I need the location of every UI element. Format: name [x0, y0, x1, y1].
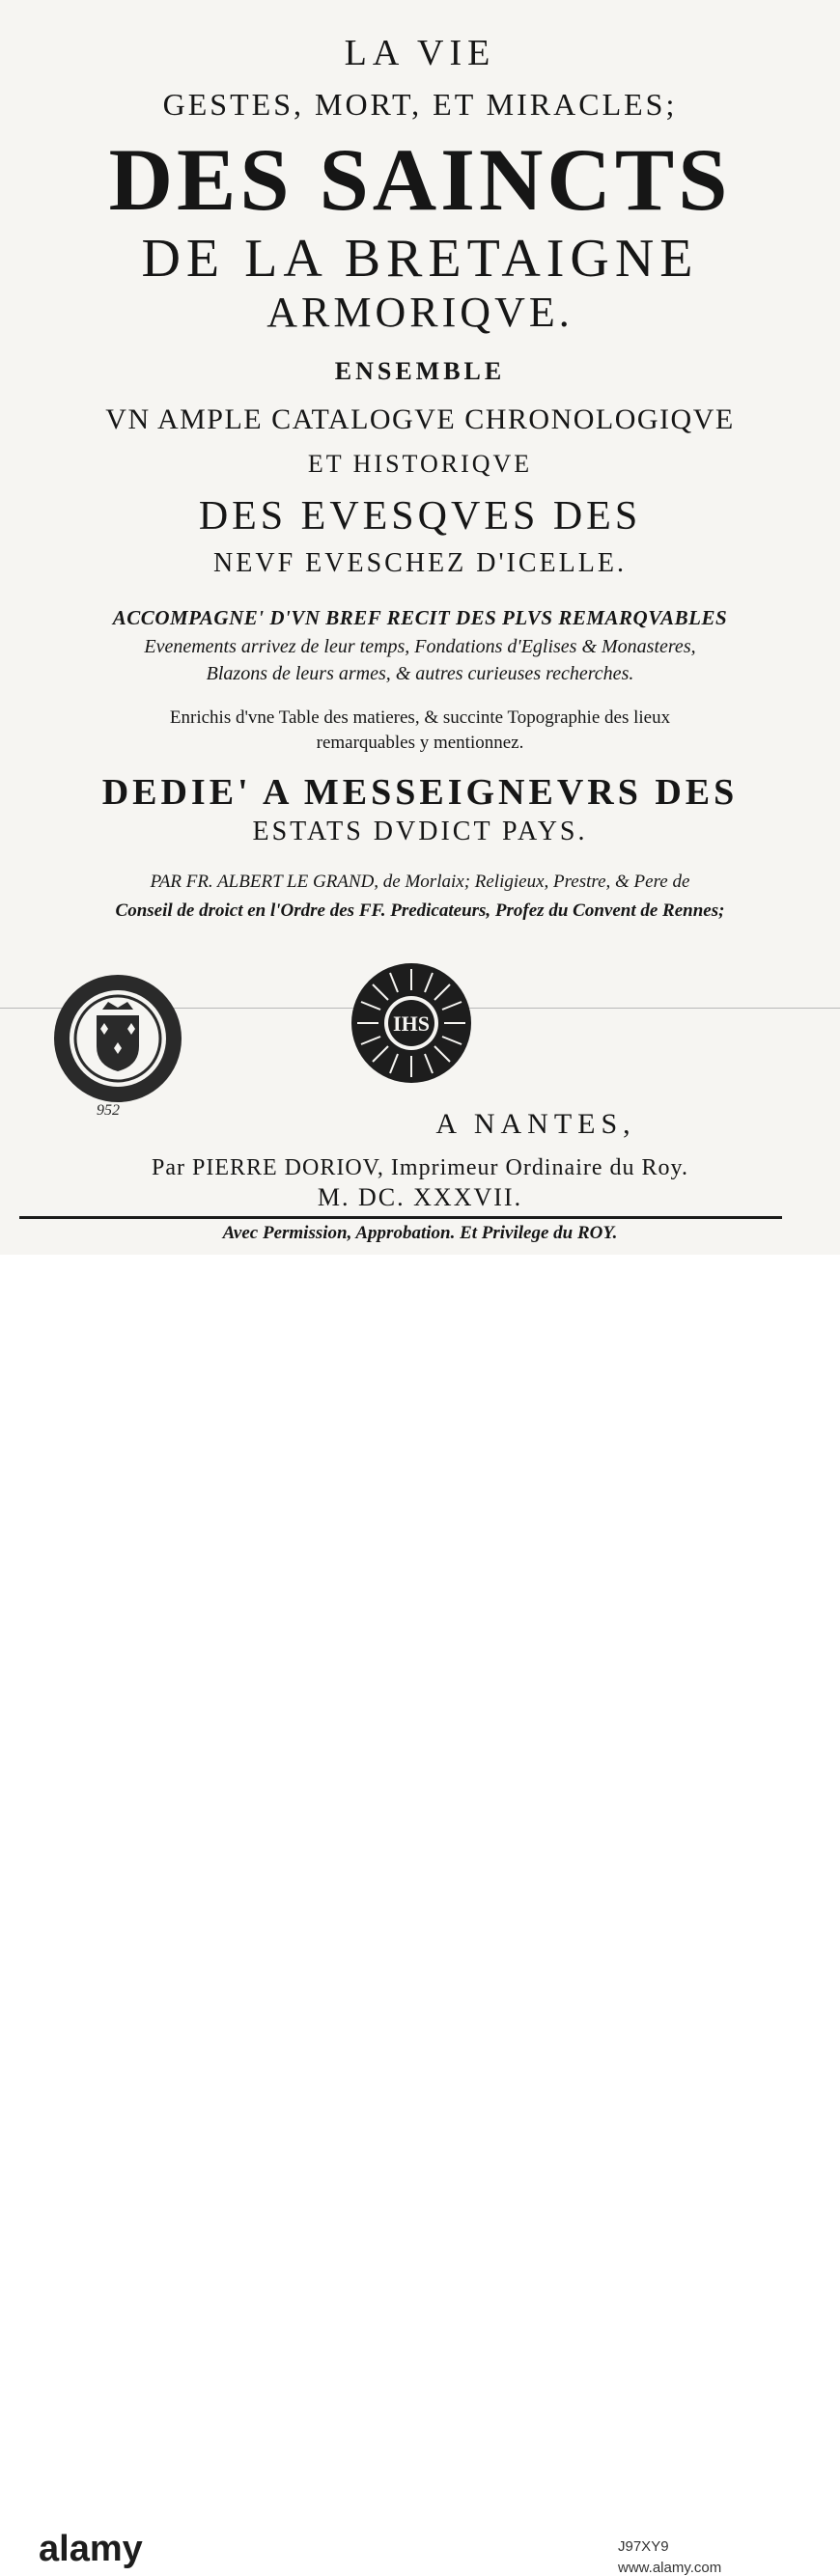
library-seal-number: 952 — [97, 1102, 120, 1119]
privilege-line: Avec Permission, Approbation. Et Privilege du ROY. — [222, 1223, 618, 1243]
watermark-footer — [0, 1255, 840, 2576]
subtitle-catalogue: VN AMPLE CATALOGVE CHRONOLOGIQVE — [105, 403, 735, 435]
description-remarquables: remarquables y mentionnez. — [316, 733, 524, 753]
subtitle-neuf-eveschez: NEVF EVESCHEZ D'ICELLE. — [213, 548, 627, 578]
main-title-saincts: DES SAINCTS — [108, 130, 732, 229]
subtitle-ensemble: ENSEMBLE — [334, 357, 506, 385]
ihs-sunburst-icon — [350, 961, 473, 1085]
author-line: PAR FR. ALBERT LE GRAND, de Morlaix; Religieux, Prestre, & Pere de — [150, 872, 690, 892]
description-blazons: Blazons de leurs armes, & autres curieuses recherches. — [206, 663, 634, 684]
watermark-image-id: J97XY9 — [618, 2538, 669, 2555]
imprint-printer: Par PIERRE DORIOV, Imprimeur Ordinaire du Roy. — [152, 1155, 688, 1180]
title-page — [0, 0, 840, 1255]
imprint-date: M. DC. XXXVII. — [317, 1183, 523, 1211]
dedication-estats: ESTATS DVDICT PAYS. — [252, 817, 588, 846]
description-accompagne: ACCOMPAGNE' D'VN BREF RECIT DES PLVS REMARQVABLES — [112, 606, 728, 629]
imprint-place: A NANTES, — [435, 1108, 636, 1140]
description-enrichis: Enrichis d'vne Table des matieres, & succinte Topographie des lieux — [169, 707, 671, 728]
watermark-brand: alamy — [39, 2529, 143, 2569]
dedication-line: DEDIE' A MESSEIGNEVRS DES — [101, 772, 739, 813]
title-line-armorique: ARMORIQVE. — [266, 289, 574, 336]
watermark-url: www.alamy.com — [618, 2560, 722, 2576]
author-order-line: Conseil de droict en l'Ordre des FF. Predicateurs, Profez du Convent de Rennes; — [115, 900, 725, 921]
imprint-rule — [19, 1216, 782, 1219]
description-evenements: Evenements arrivez de leur temps, Fondations d'Eglises & Monasteres, — [144, 636, 696, 657]
ihs-monogram: IHS — [393, 1011, 430, 1036]
title-line-bretaigne: DE LA BRETAIGNE — [141, 229, 699, 289]
title-line-gestes: GESTES, MORT, ET MIRACLES; — [162, 87, 678, 122]
subtitle-historique: ET HISTORIQVE — [307, 450, 533, 478]
title-line-la-vie: LA VIE — [344, 33, 496, 73]
library-seal-icon — [50, 971, 185, 1106]
subtitle-evesques: DES EVESQVES DES — [198, 494, 642, 539]
